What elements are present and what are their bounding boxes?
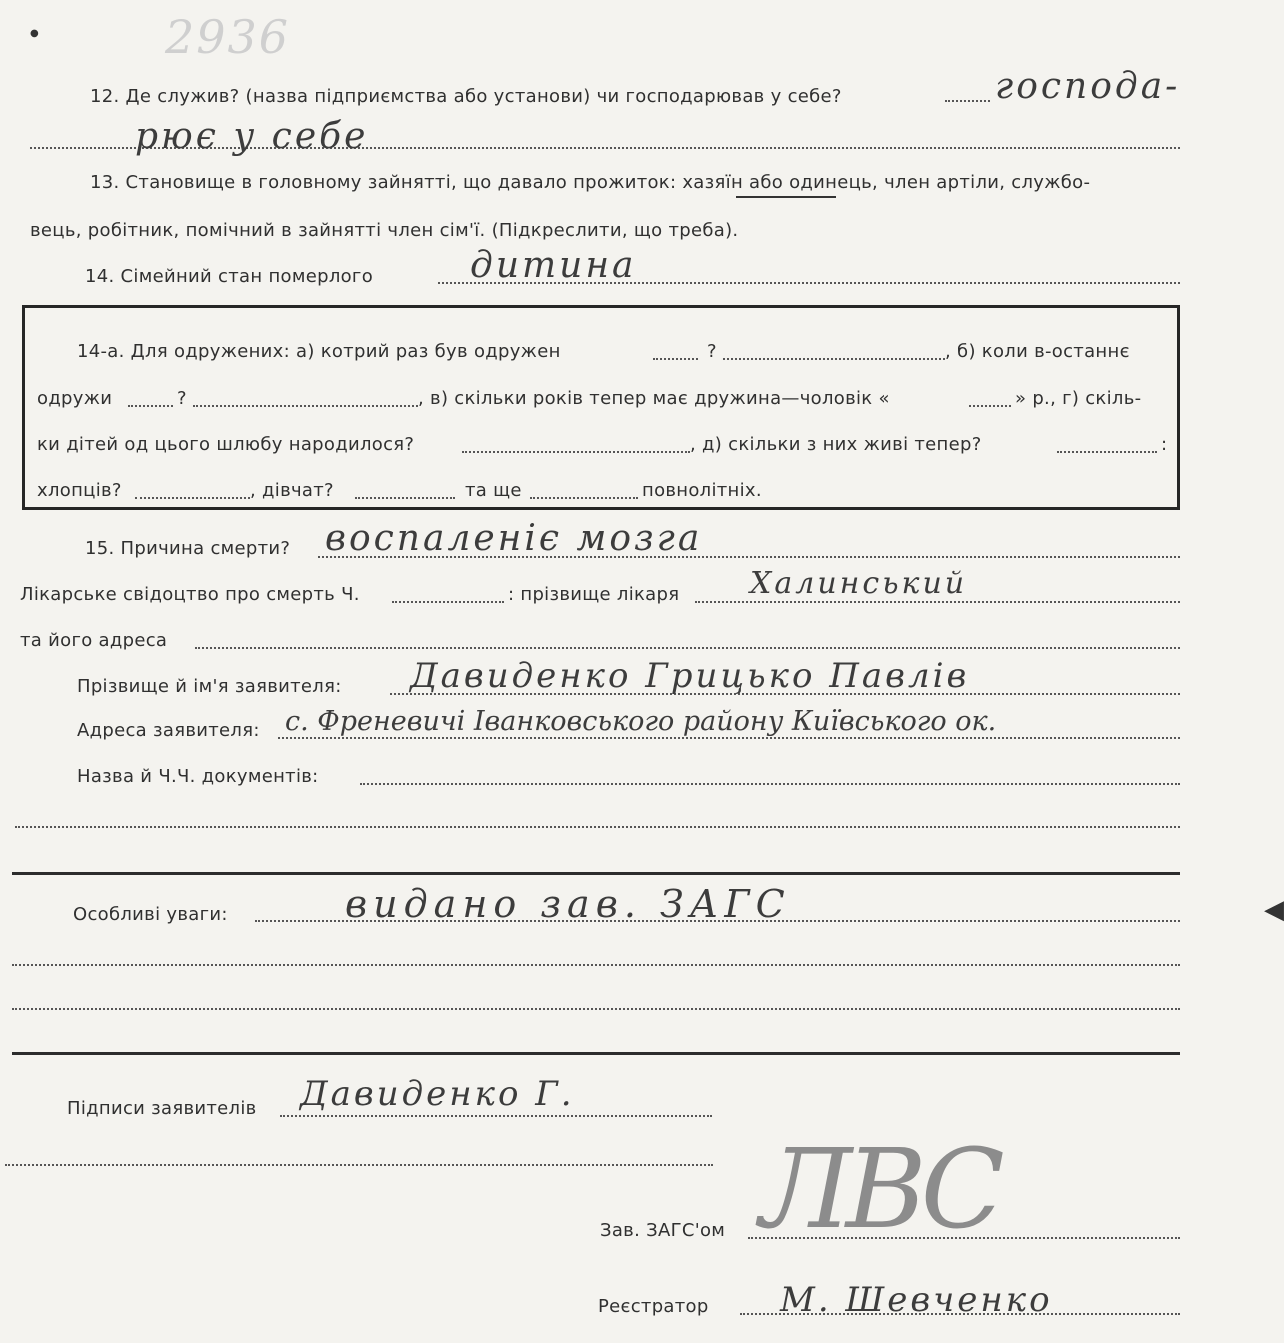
q12-label: 12. Де служив? (назва підприємства або установи) чи господарював у себе? (90, 86, 842, 107)
section-rule-2 (12, 1052, 1180, 1055)
zags-head-label: Зав. ЗАГС'ом (600, 1220, 726, 1241)
doctor-name: Халинський (750, 566, 968, 601)
married-section-box (22, 305, 1180, 510)
doctor-name-label: : прізвище лікаря (508, 584, 680, 605)
applicant-address-dots (278, 737, 1180, 739)
applicant-name: Давиденко Грицько Павлів (410, 656, 970, 696)
section-rule-1 (12, 872, 1180, 875)
doctor-name-dots (695, 601, 1180, 603)
q14a-dots-10 (530, 497, 638, 499)
remarks-label: Особливі уваги: (73, 904, 228, 925)
q14a-line2-a: одружи (37, 388, 113, 409)
q14a-dots-9 (355, 497, 455, 499)
q14a-line3-c: : (1161, 434, 1168, 455)
remarks-dots-2 (12, 964, 1180, 966)
q14a-line2-c: , в) скільки років тепер має дружина—чоловік « (418, 388, 890, 409)
q14a-line1-c: , б) коли в-останнє (945, 341, 1130, 362)
doctor-address-dots (195, 647, 1180, 649)
q14a-dots-3 (128, 405, 173, 407)
q14a-line4-d: повнолітніх. (642, 480, 762, 501)
applicant-signature-dots (280, 1115, 712, 1117)
applicant-signature-label: Підписи заявителів (67, 1098, 257, 1119)
q14a-line3-a: ки дітей од цього шлюбу народилося? (37, 434, 415, 455)
q14a-dots-4 (193, 405, 418, 407)
q14-label: 14. Сімейний стан померлого (85, 266, 374, 287)
applicant-address: с. Френевичі Іванковського району Київського ок. (285, 706, 997, 737)
documents-dots (360, 783, 1180, 785)
q13-line2: вець, робітник, помічний в зайнятті член сім'ї. (Підкреслити, що треба). (30, 220, 739, 241)
q12-answer-line2: рює у себе (135, 116, 369, 157)
q15-answer: воспаленіє мозга (325, 518, 703, 559)
applicant-signature-dots-2 (5, 1164, 713, 1166)
documents-dots-2 (15, 826, 1180, 828)
q14a-line4-b: , дівчат? (250, 480, 334, 501)
q13-underline (736, 196, 836, 198)
q14a-line4-c: та ще (465, 480, 522, 501)
q14a-line4-a: хлопців? (37, 480, 122, 501)
q14-answer: дитина (470, 245, 637, 286)
doctor-address-label: та його адреса (20, 630, 168, 651)
applicant-name-label: Прізвище й ім'я заявителя: (77, 676, 342, 697)
certificate-dots (392, 601, 504, 603)
q14a-dots-1 (653, 358, 698, 360)
remarks-text: видано зав. ЗАГС (345, 882, 791, 926)
q12-answer-line1: господа- (995, 66, 1181, 107)
q14a-dots-8 (135, 497, 250, 499)
applicant-address-label: Адреса заявителя: (77, 720, 260, 741)
zags-head-signature: ЛВС (760, 1125, 999, 1253)
q12-dots (945, 100, 990, 102)
doctor-certificate-label: Лікарське свідоцтво про смерть Ч. (20, 584, 360, 605)
documents-label: Назва й Ч.Ч. документів: (77, 766, 319, 787)
applicant-signature: Давиденко Г. (300, 1074, 575, 1114)
registrar-signature: М. Шевченко (780, 1280, 1053, 1320)
q14a-dots-7 (1057, 451, 1157, 453)
q14a-line2-d: » р., г) скіль- (1015, 388, 1142, 409)
registrar-label: Реєстратор (598, 1296, 709, 1317)
q14a-dots-2 (723, 358, 945, 360)
q14a-dots-6 (462, 451, 690, 453)
q14a-line3-b: , д) скільки з них живі тепер? (690, 434, 982, 455)
edge-mark: ◀ (1264, 895, 1284, 925)
archive-number: 2936 (165, 10, 291, 64)
q14a-line2-b: ? (177, 388, 187, 409)
q13-line1: 13. Становище в головному зайнятті, що давало прожиток: хазяїн або одинець, член артіли, службо- (90, 172, 1091, 193)
q14a-line1-a: 14-а. Для одружених: а) котрий раз був одружен (77, 341, 561, 362)
corner-dot: ● (30, 28, 39, 39)
zags-head-dots (748, 1237, 1180, 1239)
q15-label: 15. Причина смерти? (85, 538, 291, 559)
remarks-dots-3 (12, 1008, 1180, 1010)
q14a-dots-5 (969, 405, 1011, 407)
q14a-line1-b: ? (707, 341, 717, 362)
